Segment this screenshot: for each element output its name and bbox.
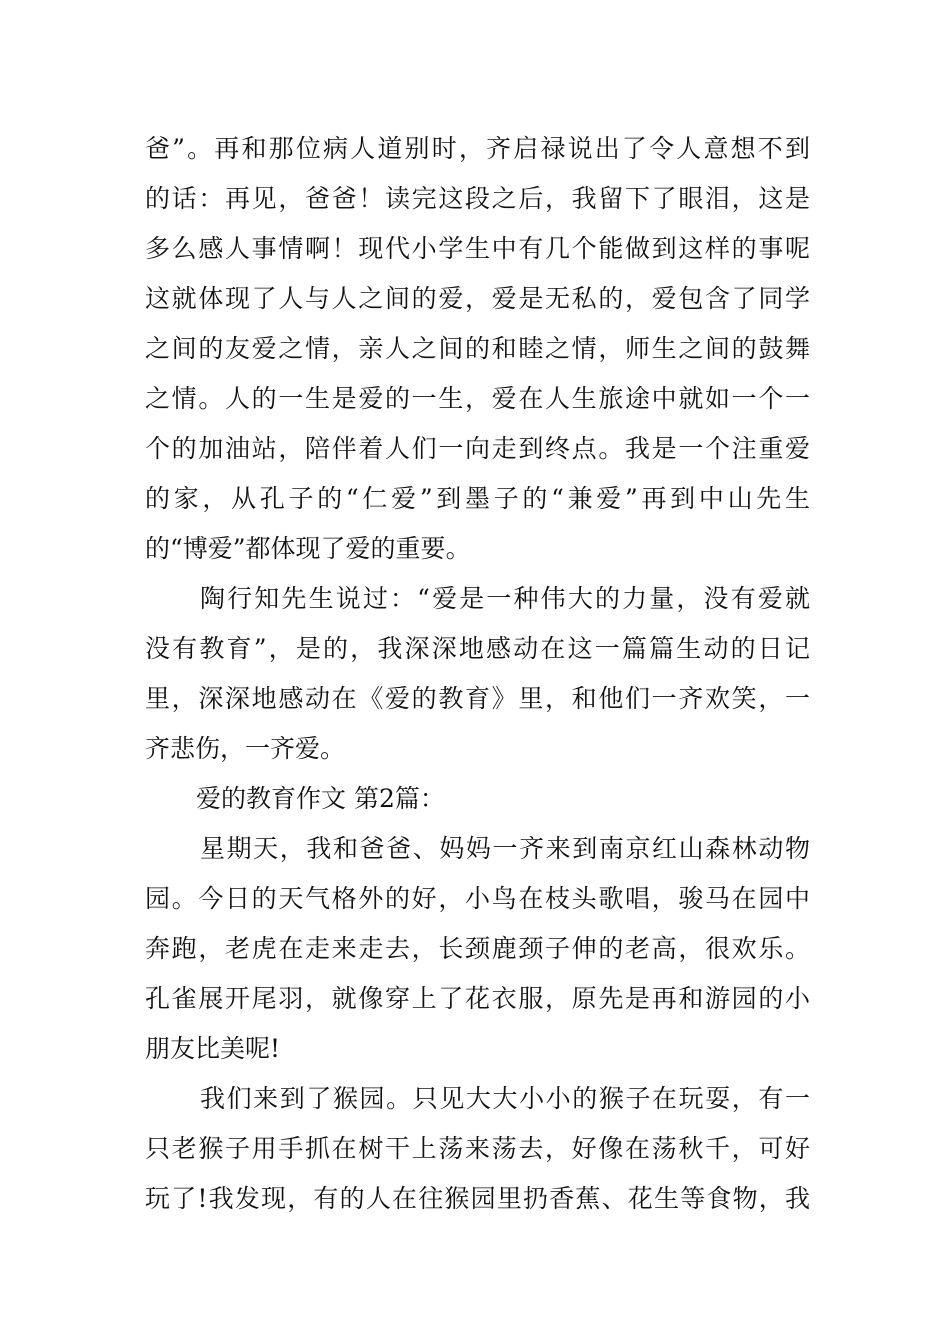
text-line: 朋友比美呢! xyxy=(145,1034,281,1063)
paragraph-first-line: 我们来到了猴园。只见大大小小的猴子在玩耍，有一 xyxy=(200,1084,810,1113)
text-line: 齐悲伤，一齐爱。 xyxy=(145,734,346,763)
text-line: 只老猴子用手抓在树干上荡来荡去，好像在荡秋千，可好 xyxy=(145,1134,810,1163)
paragraph-first-line: 陶行知先生说过：“爱是一种伟大的力量，没有爱就 xyxy=(200,584,810,613)
section-heading: 爱的教育作文 第2篇： xyxy=(196,784,445,813)
text-line: 奔跑，老虎在走来走去，长颈鹿颈子伸的老高，很欢乐。 xyxy=(145,934,810,963)
text-line: 里，深深地感动在《爱的教育》里，和他们一齐欢笑，一 xyxy=(145,684,810,713)
text-line: 园。今日的天气格外的好，小鸟在枝头歌唱，骏马在园中 xyxy=(145,884,810,913)
text-line: 个的加油站，陪伴着人们一向走到终点。我是一个注重爱 xyxy=(145,434,810,463)
text-line: 的家，从孔子的“仁爱”到墨子的“兼爱”再到中山先生 xyxy=(145,484,810,513)
text-line: 爸”。再和那位病人道别时，齐启禄说出了令人意想不到 xyxy=(145,134,810,163)
paragraph-first-line: 星期天，我和爸爸、妈妈一齐来到南京红山森林动物 xyxy=(200,834,810,863)
text-line: 之间的友爱之情，亲人之间的和睦之情，师生之间的鼓舞 xyxy=(145,334,810,363)
text-line: 没有教育”，是的，我深深地感动在这一篇篇生动的日记 xyxy=(145,634,810,663)
text-line: 之情。人的一生是爱的一生，爱在人生旅途中就如一个一 xyxy=(145,384,810,413)
text-line: 孔雀展开尾羽，就像穿上了花衣服，原先是再和游园的小 xyxy=(145,984,810,1013)
text-line: 的话：再见，爸爸！读完这段之后，我留下了眼泪，这是 xyxy=(145,184,810,213)
text-line: 这就体现了人与人之间的爱，爱是无私的，爱包含了同学 xyxy=(145,284,810,313)
text-line: 玩了!我发现，有的人在往猴园里扔香蕉、花生等食物，我 xyxy=(145,1184,810,1213)
text-line: 多么感人事情啊！现代小学生中有几个能做到这样的事呢 xyxy=(145,234,810,263)
text-line: 的“博爱”都体现了爱的重要。 xyxy=(145,534,471,563)
